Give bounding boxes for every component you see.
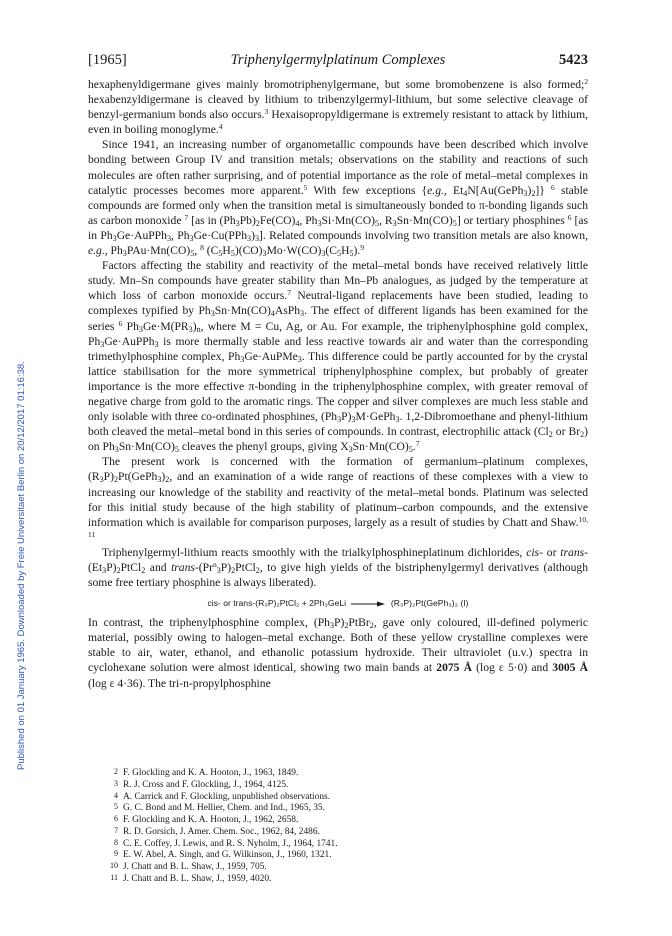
header-year: [1965] [88, 52, 127, 68]
reference-item: 7 R. D. Gorsich, J. Amer. Chem. Soc., 1962, 84, 2486. [114, 825, 320, 838]
equation-products: (R₃P)₂Pt(GePh₃)₂ (I) [390, 598, 469, 609]
ref-marker: 7 [184, 213, 189, 223]
paragraph-3: Factors affecting the stability and reactivity of the metal–metal bonds have received relatively little study. Mn–Sn compounds have greater stability than Mn–Pb analogues, as judged by the temperature at which loss of carbon monoxide occurs.$^7$ Neutral-ligand replacements have been studied, leading to complexes typified by $Ph_3Sn\cdot Mn(CO)_4AsPh_3$. The effect of different ligands has been examined for the series $^6$ $Ph_3Ge\cdot M(PR_3)_n$, where M = Cu, Ag, or Au. For example, the triphenylphosphine gold complex, $Ph_3Ge\cdot AuPPh_3$ is more thermally stable and less reactive towards air and water than the corresponding trimethylphosphine complex, $Ph_3Ge\cdot AuPMe_3$. This difference could be partly accounted for by the crystal lattice stabilisation for the more symmetrical triphenylphosphine complex, but probably of greater importance is the more effective π-bonding in the triphenylphosphine complex, with greater removal of negative charge from gold to the aromatic rings. The copper and silver complexes are much less stable and only isolable with three co-ordinated phosphines, $(Ph_3P)_3M\cdot GePh_3$. 1,2-Dibromoethane and phenyl-lithium both cleaved the metal–metal bond in this series of compounds. In contrast, electrophilic attack ($Cl_2$ or $Br_2$) on $Ph_3Sn\cdot Mn(CO)_5$ cleaves the phenyl groups, giving $X_3Sn\cdot Mn(CO)_5.^7$ [88, 259, 589, 455]
download-watermark [4, 150, 27, 770]
ref-marker: 6 [567, 213, 572, 223]
ref-marker: 6 [118, 318, 123, 328]
paragraph-6: In contrast, the triphenylphosphine complex, $(Ph_3P)_2PtBr_2$, gave only coloured, ill-defined polymeric material, possibly owing to halogen–metal exchange. Both of these yellow crystalline complexes were stable to air, water, ethanol, and ethanolic potassium hydroxide. Their ultraviolet (u.v.) spectra in cyclohexane solution were almost identical, showing two main bands at 2075 Å (log ε 5·0) and 3005 Å (log ε 4·36). The tri-n-propylphosphine [88, 616, 589, 690]
article-body [88, 77, 588, 691]
footnote-references [104, 767, 524, 885]
reference-item: 2 F. Glockling and K. A. Hooton, J., 1963, 1849. [114, 767, 299, 779]
reference-item: 5 G. C. Bond and M. Hellier, Chem. and Ind., 1965, 35. [114, 802, 325, 814]
ref-marker: 3 [264, 107, 269, 117]
reaction-equation [88, 596, 588, 610]
paragraph-5: Triphenylgermyl-lithium reacts smoothly with the trialkylphosphineplatinum dichlorides, cis- or trans-$(Et_3P)_2PtCl_2$ and trans-$(Pr^n_3P)_2PtCl_2$, to give high yields of the bistriphenylgermyl derivatives (although some free tertiary phosphine is always liberated). [88, 545, 588, 590]
reaction-arrow-icon [351, 601, 385, 607]
ref-marker: 9 [360, 243, 365, 253]
reference-item: 4 A. Carrick and F. Glockling, unpublished observations. [114, 790, 331, 802]
reference-item: 8 C. E. Coffey, J. Lewis, and R. S. Nyholm, J., 1964, 1741. [114, 837, 338, 849]
download-watermark-text[interactable]: Published on 01 January 1965. Downloaded by Freie Universitaet Berlin on 20/12/2017 01:16:38. [16, 361, 27, 770]
paragraph-4: The present work is concerned with the formation of germanium–platinum complexes, $(R_3P)_2Pt(GePh_3)_2$, and an examination of a wide range of reactions of these complexes with a view to increasing our knowledge of the stability and reactivity of the metal–metal bonds. Platinum was selected for this initial study because of the high stability of platinum–carbon compounds, and the extensive information which is available for comparison purposes, largely as a result of studies by Chatt and Shaw.$^{10, 11}$ [88, 455, 588, 540]
ref-marker: 5 [303, 182, 308, 192]
ref-marker: 4 [218, 122, 223, 132]
page-number: 5423 [559, 52, 588, 68]
running-header [88, 52, 588, 70]
reference-item: 9 E. W. Abel, A. Singh, and G. Wilkinson, J., 1960, 1321. [114, 849, 332, 861]
reference-item: 10 J. Chatt and B. L. Shaw, J., 1959, 705. [110, 861, 267, 873]
ref-marker: 7 [287, 288, 291, 298]
header-title: Triphenylgermylplatinum Complexes [230, 52, 446, 68]
ref-marker: 2 [584, 77, 588, 87]
reference-item: 6 F. Glockling and K. A. Hooton, J., 1962, 2658. [114, 814, 299, 826]
equation-reactants: cis- or trans-(R₃P)₂PtCl₂ + 2Ph₃GeLi [207, 598, 347, 609]
ref-marker: 10, 11 [88, 514, 588, 540]
paragraph-2: Since 1941, an increasing number of organometallic compounds have been described which involve bonding between Group IV and transition metals; observations on the stability and reactions of such molecules are often rather surprising, and of potential importance as the role of metal–metal complexes in catalytic processes becomes more apparent.$^5$ With few exceptions {e.g., $Et_4N[Au(GePh_3)_2]$} $^6$ stable compounds are formed only when the transition metal is simultaneously bonded to π-bonding ligands such as carbon monoxide $^7$ [as in $(Ph_3Pb)_2Fe(CO)_4$, $Ph_3Si\cdot Mn(CO)_5$, $R_3Sn\cdot Mn(CO)_5$] or tertiary phosphines $^6$ [as in $Ph_3Ge\cdot AuPPh_3$, $Ph_3Ge\cdot Cu(PPh_3)_3$]. Related compounds involving two transition metals are also known, e.g., $Ph_3PAu\cdot Mn(CO)_5$, $^8$ $(C_5H_5)(CO)_3Mo\cdot W(CO)_3(C_5H_5).^9$ [88, 138, 588, 259]
paragraph-1: hexaphenyldigermane gives mainly bromotriphenylgermane, but some bromobenzene is also formed;$^2$ hexabenzyldigermane is cleaved by lithium to tribenzylgermyl-lithium, but some selective cleavage of benzyl-germanium bonds also occurs.$^3$ Hexaisopropyldigermane is extremely resistant to attack by lithium, even in boiling monoglyme.$^4$ [88, 77, 589, 137]
ref-marker: 7 [415, 439, 420, 449]
ref-marker: 8 [200, 243, 204, 253]
ref-marker: 6 [551, 182, 555, 192]
reference-item: 11 J. Chatt and B. L. Shaw, J., 1959, 4020. [110, 873, 272, 885]
reference-item: 3 R. J. Cross and F. Glockling, J., 1964, 4125. [114, 778, 289, 790]
